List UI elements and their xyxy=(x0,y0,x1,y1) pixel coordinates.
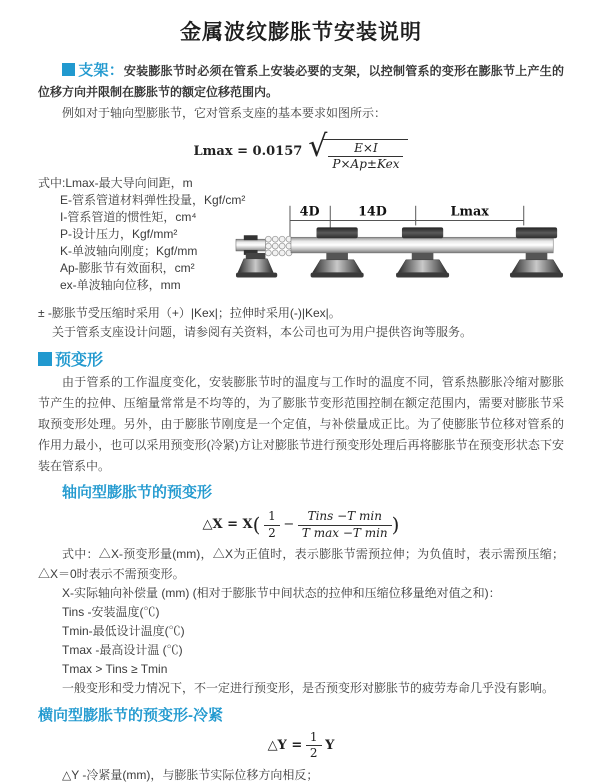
open-paren: ( xyxy=(252,513,261,538)
bellows-icon xyxy=(265,237,292,257)
pipe-support-diagram-svg xyxy=(234,199,564,299)
formula-variable: P-设计压力，Kgf/mm² xyxy=(60,227,178,242)
section-bullet-square-icon xyxy=(62,63,75,76)
close-paren: ) xyxy=(391,513,400,538)
radicand xyxy=(323,139,408,171)
half-fraction xyxy=(264,510,280,539)
fraction xyxy=(328,142,403,171)
section-bullet-square-icon xyxy=(38,352,52,366)
axial-variable: Tmax > Tins ≥ Tmin xyxy=(62,661,168,676)
axial-subsection-heading: 轴向型膨胀节的预变形 xyxy=(62,484,213,502)
support-section-heading: 支架： xyxy=(78,62,124,79)
formula-variable: 式中:Lmax-最大导向间距，m xyxy=(38,176,193,191)
lateral-note-line: △Y -冷紧量(mm)，与膨胀节实际位移方向相反； xyxy=(62,768,319,783)
page-title: 金属波纹膨胀节安装说明 xyxy=(180,21,422,44)
pipe-support-diagram xyxy=(234,199,564,304)
formula-lateral-prefix: △Y = xyxy=(267,737,303,753)
formula-lateral-coldspring xyxy=(38,731,564,760)
radical-expression xyxy=(308,129,408,172)
formula-variable: I-管系管道的惯性矩，cm⁴ xyxy=(60,210,197,225)
formula-variable: K-单波轴向刚度；Kgf/mm xyxy=(60,244,198,259)
temperature-fraction xyxy=(298,510,392,539)
support-intro-paragraph xyxy=(38,60,564,103)
formula-variable-list xyxy=(38,175,246,304)
formula-variable: E-管系管道材料弹性投量，Kgf/cm² xyxy=(60,193,246,208)
fraction-denominator: 2 xyxy=(309,745,318,760)
formula-lmax-prefix: Lmax = 0.0157 xyxy=(193,144,303,160)
axial-variable: 一般变形和受力情况下，不一定进行预变形，是否预变形对膨胀节的疲劳寿命几乎没有影响。 xyxy=(62,680,555,695)
fraction-denominator: T max −T min xyxy=(301,525,388,540)
formula-variable: ex-单波轴向位移，mm xyxy=(60,278,181,293)
formula-variable: Ap-膨胀节有效面积，cm² xyxy=(60,261,195,276)
plus-minus-note: ± -膨胀节受压缩时采用（+）|Kex|；拉伸时采用(-)|Kex|。 xyxy=(38,306,341,321)
formula-lmax xyxy=(38,129,564,172)
lateral-subsection-heading: 横向型膨胀节的预变形-冷紧 xyxy=(38,706,223,724)
consult-note: 关于管系支座设计问题，请参阅有关资料，本公司也可为用户提供咨询等服务。 xyxy=(52,325,473,340)
minus-sign: − xyxy=(283,517,295,533)
preform-heading-row xyxy=(38,350,564,372)
preform-body-paragraph: 由于管系的工作温度变化，安装膨胀节时的温度与工作时的温度不同，管系热膨胀冷缩对膨胀节产生的拉伸、压缩量常常是不均等的，为了膨胀节变形范围控制在额定范围内，需要对膨胀节采取预变形处理。另外，由于膨胀节刚度是一个定值，与补偿量成正比。为了使膨胀节位移对管系的作用力最小，也可以采用预变形(冷紧)方让对膨胀节进行预变形处理后再将膨胀节在预变形状态下安装在管系中。 xyxy=(38,375,564,474)
fraction-denominator: 2 xyxy=(268,525,276,540)
support-example-line: 例如对于轴向型膨胀节，它对管系支座的基本要求如图所示： xyxy=(62,106,387,120)
formula-axial-prefix: △X = X xyxy=(202,517,253,533)
fraction-numerator: Tins −T min xyxy=(298,510,392,525)
anchor-support-icon xyxy=(236,236,277,278)
axial-variable: Tmin-最低设计温度(℃) xyxy=(62,623,185,638)
formula-axial-preform xyxy=(38,510,564,539)
pipe xyxy=(291,238,553,254)
axial-variable-list xyxy=(62,584,564,698)
axial-variable: Tmax -最高设计温 (℃) xyxy=(62,642,183,657)
half-fraction xyxy=(306,731,322,760)
dimension-label-4d: 4D xyxy=(299,204,320,220)
formula-lateral-suffix: Y xyxy=(325,737,335,753)
dimension-label-14d: 14D xyxy=(358,204,387,220)
fraction-numerator: 1 xyxy=(306,731,322,746)
dimension-label-lmax: Lmax xyxy=(450,204,489,220)
variables-and-diagram-row xyxy=(38,175,564,304)
fraction-numerator: 1 xyxy=(264,510,280,525)
fraction-denominator: P×Ap±Kex xyxy=(332,157,400,172)
axial-note-paragraph: 式中：△X-预变形量(mm)，△X为正值时，表示膨胀节需预拉伸；为负值时，表示需预压缩；△X＝0时表示不需预变形。 xyxy=(38,546,564,581)
fraction-numerator: E×I xyxy=(328,142,403,157)
sqrt-sign: √ xyxy=(308,129,328,164)
axial-variable: X-实际轴向补偿量 (mm) (相对于膨胀节中间状态的拉伸和压缩位移量绝对值之和)： xyxy=(62,585,501,600)
axial-variable: Tins -安装温度(℃) xyxy=(62,604,160,619)
preform-section-heading: 预变形 xyxy=(55,352,104,370)
support-intro-text: 安装膨胀节时必须在管系上安装必要的支架，以控制管系的变形在膨胀节上产生的位移方向并限制在膨胀节的额定位移范围内。 xyxy=(38,64,564,99)
